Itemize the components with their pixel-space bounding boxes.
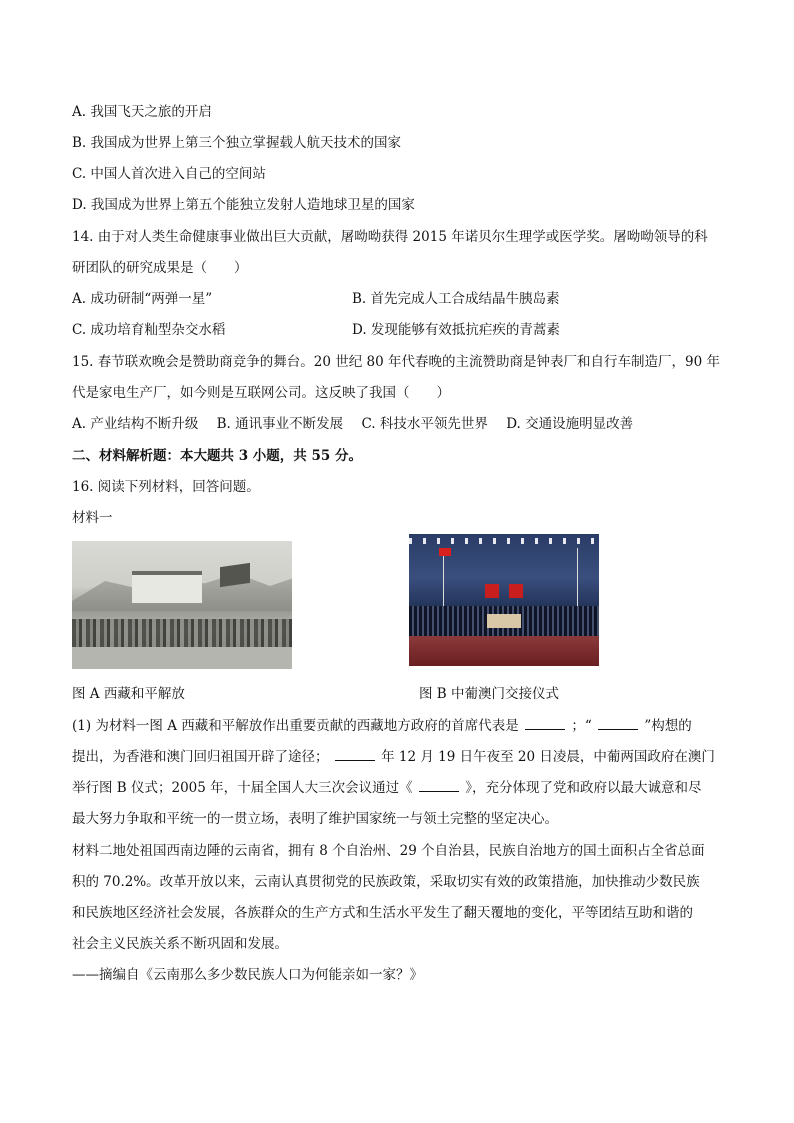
q14-option-b: B. 首先完成人工合成结晶牛胰岛素 bbox=[352, 291, 560, 307]
answer-blank-2 bbox=[598, 717, 638, 730]
q14-option-a: A. 成功研制“两弹一星” bbox=[72, 291, 213, 307]
q16-intro: 16. 阅读下列材料，回答问题。 bbox=[72, 479, 260, 495]
section2-title: 二、材料解析题：本大题共 3 小题，共 55 分。 bbox=[72, 448, 362, 464]
caption-figure-b: 图 B 中葡澳门交接仪式 bbox=[419, 686, 560, 702]
macau-handover-photo bbox=[409, 534, 599, 666]
q16-part1-text-g: 》，充分体现了党和政府以最大诚意和尽 bbox=[465, 780, 702, 796]
q16-part1-text-a: (1) 为材料一图 A 西藏和平解放作出重要贡献的西藏地方政府的首席代表是 bbox=[72, 718, 519, 734]
q16-part1-line2 bbox=[72, 747, 715, 767]
q16-part1-text-d: 提出，为香港和澳门回归祖国开辟了途径； bbox=[72, 749, 329, 765]
q16-part1-text-b: ；“ bbox=[571, 718, 592, 734]
q16-part1-text-f: 举行图 B 仪式；2005 年，十届全国人大三次会议通过《 bbox=[72, 780, 413, 796]
material2-line1: 材料二地处祖国西南边陲的云南省，拥有 8 个自治州、29 个自治县，民族自治地方的国土面积占全省总面 bbox=[72, 843, 705, 859]
material1-label: 材料一 bbox=[72, 510, 113, 526]
q14-option-c: C. 成功培育籼型杂交水稻 bbox=[72, 322, 226, 338]
q16-part1-line4: 最大努力争取和平统一的一贯立场，表明了维护国家统一与领土完整的坚定决心。 bbox=[72, 811, 558, 827]
q16-part1-text-e: 年 12 月 19 日午夜至 20 日凌晨，中葡两国政府在澳门 bbox=[381, 749, 715, 765]
answer-blank-3 bbox=[335, 748, 375, 761]
q15-option-a: A. 产业结构不断升级 bbox=[72, 416, 199, 432]
q13-option-d: D. 我国成为世界上第五个能独立发射人造地球卫星的国家 bbox=[72, 197, 415, 213]
q14-stem-line2: 研团队的研究成果是（ ） bbox=[72, 260, 248, 276]
q13-option-a: A. 我国飞天之旅的开启 bbox=[72, 104, 212, 120]
q15-option-c: C. 科技水平领先世界 bbox=[361, 416, 488, 432]
material2-line2: 积的 70.2%。改革开放以来，云南认真贯彻党的民族政策，采取切实有效的政策措施，加快推动少数民族 bbox=[72, 874, 700, 890]
q14-stem-line1: 14. 由于对人类生命健康事业做出巨大贡献，屠呦呦获得 2015 年诺贝尔生理学或医学奖。屠呦呦领导的科 bbox=[72, 229, 708, 245]
q16-part1-text-c: ”构想的 bbox=[644, 718, 692, 734]
caption-figure-a: 图 A 西藏和平解放 bbox=[72, 686, 185, 702]
q13-option-c: C. 中国人首次进入自己的空间站 bbox=[72, 166, 266, 182]
material2-line3: 和民族地区经济社会发展，各族群众的生产方式和生活水平发生了翻天覆地的变化，平等团结互助和谐的 bbox=[72, 905, 693, 921]
answer-blank-4 bbox=[419, 779, 459, 792]
q13-option-b: B. 我国成为世界上第三个独立掌握载人航天技术的国家 bbox=[72, 135, 402, 151]
q15-option-b: B. 通讯事业不断发展 bbox=[216, 416, 344, 432]
material2-line4: 社会主义民族关系不断巩固和发展。 bbox=[72, 936, 288, 952]
q16-part1-line3 bbox=[72, 778, 702, 798]
q15-stem-line1: 15. 春节联欢晚会是赞助商竞争的舞台。20 世纪 80 年代春晚的主流赞助商是钟表厂和自行车制造厂，90 年 bbox=[72, 354, 720, 370]
q15-stem-line2: 代是家电生产厂，如今则是互联网公司。这反映了我国（ ） bbox=[72, 385, 450, 401]
q14-option-d: D. 发现能够有效抵抗疟疾的青蒿素 bbox=[352, 322, 560, 338]
tibet-liberation-photo bbox=[72, 541, 292, 669]
answer-blank-1 bbox=[525, 717, 565, 730]
q16-part1-line1 bbox=[72, 716, 692, 736]
material2-source: ——摘编自《云南那么多少数民族人口为何能亲如一家？》 bbox=[72, 967, 423, 983]
q15-option-d: D. 交通设施明显改善 bbox=[506, 416, 634, 432]
q15-options-row bbox=[72, 414, 647, 434]
